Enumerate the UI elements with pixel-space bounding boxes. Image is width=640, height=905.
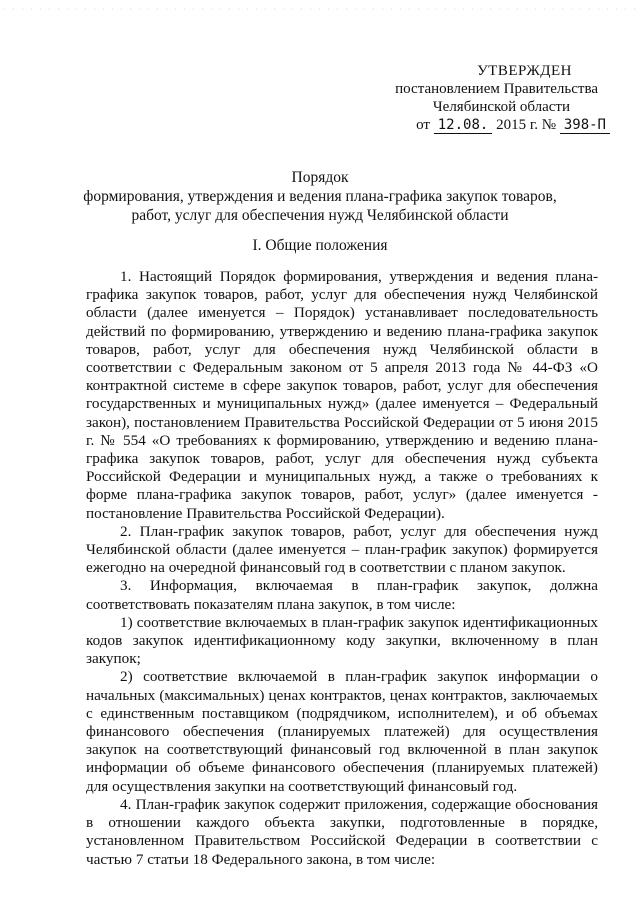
approval-line-2: Челябинской области xyxy=(432,99,570,115)
paragraph-1: 1. Настоящий Порядок формирования, утверждения и ведения плана-графика закупок товаров, работ, услуг для обеспечения нужд Челябинской области (далее именуется – Порядок) устанавливает последовательность действий по формированию, утверждению и ведению плана-графика закупок товаров, работ, услуг для обеспечения нужд Челябинской области в соответствии с Федеральным законом от 5 апреля 2013 года № 44-ФЗ «О контрактной системе в сфере закупок товаров, работ, услуг для обеспечения государственных и муниципальных нужд» (далее именуется – Федеральный закон), постановлением Правительства Российской Федерации от 5 июня 2015 г. № 554 «О требованиях к формированию, утверждению и ведению плана-графика закупок товаров, работ, услуг для обеспечения нужд субъекта Российской Федерации и муниципальных нужд, а также о требованиях к форме плана-графика закупок товаров, работ, услуг» (далее именуется - постановление Правительства Российской Федерации). xyxy=(86,268,598,522)
paragraph-3: 3. Информация, включаемая в план-график закупок, должна соответствовать показателям плана закупок, в том числе: xyxy=(86,577,598,613)
list-item-2: 2) соответствие включаемой в план-график закупок информации о начальных (максимальных) ценах контрактов, ценах контрактов, заключаемых с единственным поставщиком (подрядчиком, исполнителем), и об объемах финансового обеспечения (планируемых платежей) для осуществления закупок на соответствующий финансовый год включенной в план закупок информации об объеме финансового обеспечения (планируемых платежей) для осуществления закупки на соответствующий финансовый год. xyxy=(86,668,598,795)
list-item-1: 1) соответствие включаемых в план-график закупок идентификационных кодов закупок идентификационному коду закупки, включенному в план закупок; xyxy=(86,613,598,668)
approval-date-line xyxy=(360,116,610,134)
approval-line-1: постановлением Правительства xyxy=(395,81,598,97)
document-body xyxy=(86,268,598,869)
section-title: I. Общие положения xyxy=(252,237,388,254)
approval-title: УТВЕРЖДЕН xyxy=(477,63,572,79)
approval-number: 398-П xyxy=(560,117,610,134)
date-prefix: от xyxy=(416,117,430,133)
paragraph-2: 2. План-график закупок товаров, работ, услуг для обеспечения нужд Челябинской области (далее именуется – план-график закупок) формируется ежегодно на очередной финансовый год в соответствии с планом закупок. xyxy=(86,522,598,577)
document-title xyxy=(40,168,600,225)
year-text: 2015 г. № xyxy=(496,117,557,133)
scan-noise xyxy=(0,6,640,12)
title-line-3: работ, услуг для обеспечения нужд Челябинской области xyxy=(131,207,509,224)
paragraph-4: 4. План-график закупок содержит приложения, содержащие обоснования в отношении каждого объекта закупки, подготовленные в порядке, установленном Правительством Российской Федерации в соответствии с частью 7 статьи 18 Федерального закона, в том числе: xyxy=(86,795,598,868)
approval-block xyxy=(360,62,610,134)
approval-date: 12.08. xyxy=(434,117,493,134)
title-line-1: Порядок xyxy=(291,169,349,186)
title-line-2: формирования, утверждения и ведения плана-графика закупок товаров, xyxy=(83,188,557,205)
